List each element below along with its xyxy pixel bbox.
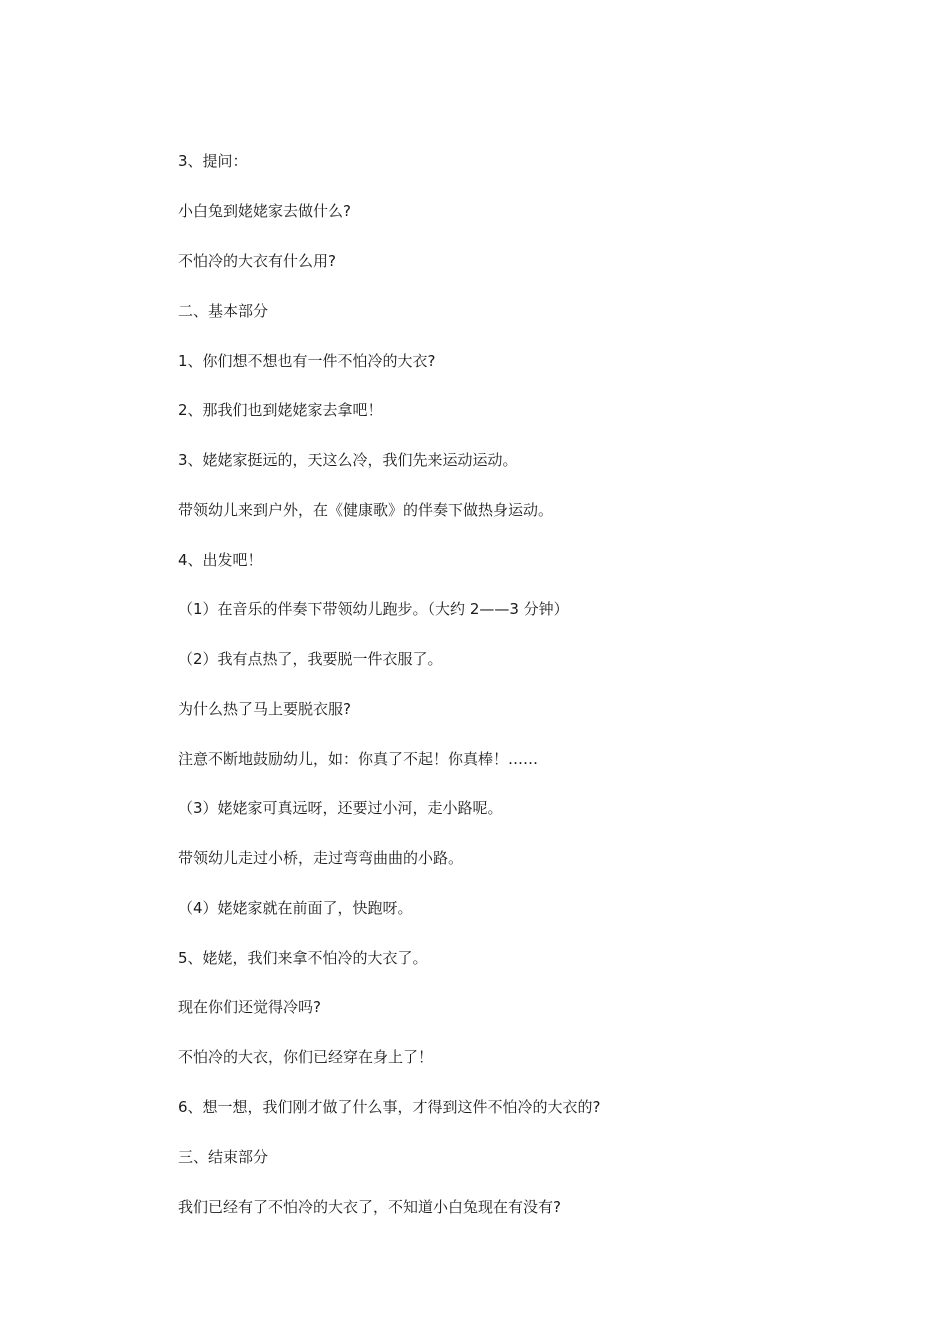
paragraph: 带领幼儿走过小桥，走过弯弯曲曲的小路。 — [178, 849, 464, 867]
paragraph: 不怕冷的大衣有什么用? — [178, 252, 336, 270]
paragraph: 不怕冷的大衣，你们已经穿在身上了！ — [178, 1048, 434, 1066]
paragraph: （4）姥姥家就在前面了，快跑呀。 — [178, 899, 413, 917]
paragraph: 2、那我们也到姥姥家去拿吧！ — [178, 401, 383, 419]
section-heading: 二、基本部分 — [178, 302, 269, 320]
paragraph: 带领幼儿来到户外，在《健康歌》的伴奏下做热身运动。 — [178, 501, 554, 519]
paragraph: 5、姥姥，我们来拿不怕冷的大衣了。 — [178, 949, 428, 967]
paragraph: （1）在音乐的伴奏下带领幼儿跑步。（大约 2——3 分钟） — [178, 600, 569, 618]
paragraph: 为什么热了马上要脱衣服? — [178, 700, 351, 718]
paragraph: （2）我有点热了，我要脱一件衣服了。 — [178, 650, 443, 668]
paragraph: 6、想一想，我们刚才做了什么事，才得到这件不怕冷的大衣的? — [178, 1098, 601, 1116]
paragraph: 4、出发吧！ — [178, 551, 263, 569]
paragraph: 注意不断地鼓励幼儿，如：你真了不起！你真棒！…… — [178, 750, 539, 768]
paragraph: 我们已经有了不怕冷的大衣了，不知道小白兔现在有没有? — [178, 1198, 561, 1216]
paragraph: （3）姥姥家可真远呀，还要过小河，走小路呢。 — [178, 799, 503, 817]
paragraph: 小白兔到姥姥家去做什么? — [178, 202, 351, 220]
paragraph: 3、提问： — [178, 152, 248, 170]
paragraph: 现在你们还觉得冷吗? — [178, 998, 321, 1016]
section-heading: 三、结束部分 — [178, 1148, 269, 1166]
paragraph: 1、你们想不想也有一件不怕冷的大衣? — [178, 352, 436, 370]
paragraph: 3、姥姥家挺远的，天这么冷，我们先来运动运动。 — [178, 451, 518, 469]
